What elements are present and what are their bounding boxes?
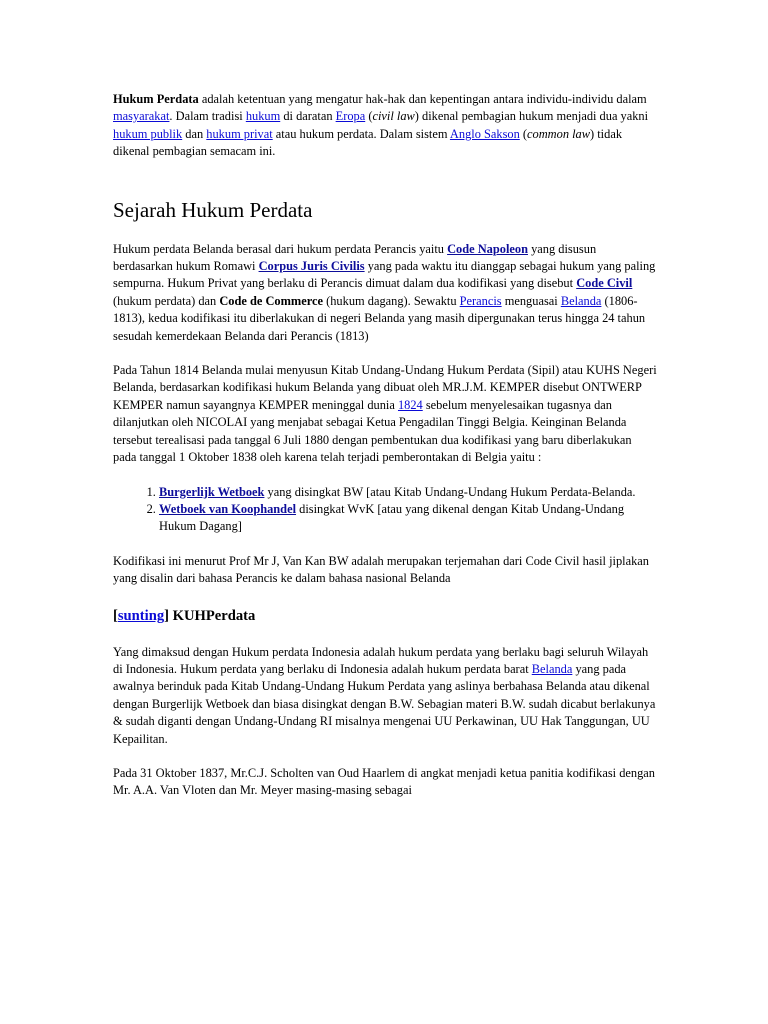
link-corpus-juris-civilis[interactable]: Corpus Juris Civilis	[258, 259, 365, 274]
article-body	[113, 91, 658, 817]
link-belanda-2[interactable]: Belanda	[531, 661, 573, 676]
link-masyarakat[interactable]: masyarakat	[113, 109, 170, 124]
edit-section-link[interactable]: sunting	[117, 607, 165, 624]
link-hukum-privat[interactable]: hukum privat	[206, 126, 273, 141]
link-burgerlijk-wetboek[interactable]: Burgerlijk Wetboek	[159, 484, 265, 499]
link-code-napoleon[interactable]: Code Napoleon	[447, 241, 528, 256]
kodifikasi-list	[113, 484, 658, 536]
link-hukum-publik[interactable]: hukum publik	[113, 126, 183, 141]
sejarah-paragraph-3: Kodifikasi ini menurut Prof Mr J, Van Kan BW adalah merupakan terjemahan dari Code Civil hasil jiplakan yang disalin dari bahasa Perancis ke dalam bahasa nasional Belanda	[113, 553, 650, 586]
link-code-civil[interactable]: Code Civil	[576, 276, 633, 291]
kuh-paragraph-2: Pada 31 Oktober 1837, Mr.C.J. Scholten van Oud Haarlem di angkat menjadi ketua panitia kodifikasi dengan Mr. A.A. Van Vloten dan Mr. Meyer masing-masing sebagai	[113, 765, 655, 798]
sejarah-paragraph-1: Hukum perdata Belanda berasal dari hukum perdata Perancis yaitu Code Napoleon yang disusun berdasarkan hukum Romawi Corpus Juris Civilis yang pada waktu itu dianggap sebagai hukum yang paling sempurna. Hukum Privat yang berlaku di Perancis dimuat dalam dua kodifikasi yang disebut Code Civil (hukum perdata) dan Code de Commerce (hukum dagang). Sewaktu Perancis menguasai Belanda (1806-1813), kedua kodifikasi itu diberlakukan di negeri Belanda yang masih dipergunakan terus hingga 24 tahun sesudah kemerdekaan Belanda dari Perancis (1813)	[113, 241, 656, 343]
civil-law-term: civil law	[372, 109, 415, 124]
heading-sejarah: Sejarah Hukum Perdata	[113, 197, 313, 222]
common-law-term: common law	[527, 126, 591, 141]
link-eropa[interactable]: Eropa	[335, 109, 366, 124]
link-wetboek-van-koophandel[interactable]: Wetboek van Koophandel	[159, 501, 297, 516]
term-hukum-perdata: Hukum Perdata	[113, 92, 199, 106]
heading-kuhperdata: [sunting] KUHPerdata	[113, 607, 256, 624]
list-item: 1. Burgerlijk Wetboek yang disingkat BW [atau Kitab Undang-Undang Hukum Perdata-Belanda.	[159, 484, 658, 501]
link-belanda[interactable]: Belanda	[560, 293, 602, 308]
link-1824[interactable]: 1824	[397, 397, 423, 412]
link-anglo-sakson[interactable]: Anglo Sakson	[449, 126, 520, 141]
sejarah-paragraph-2: Pada Tahun 1814 Belanda mulai menyusun Kitab Undang-Undang Hukum Perdata (Sipil) atau KUHS Negeri Belanda, berdasarkan kodifikasi hukum Belanda yang dibuat oleh MR.J.M. KEMPER disebut ONTWERP KEMPER namun sayangnya KEMPER meninggal dunia 1824 sebelum menyelesaikan tugasnya dan dilanjutkan oleh NICOLAI yang menjabat sebagai Ketua Pengadilan Tinggi Belgia. Keinginan Belanda tersebut terealisasi pada tanggal 6 Juli 1880 dengan pembentukan dua kodifikasi yang baru diberlakukan pada tanggal 1 Oktober 1838 oleh karena telah terjadi pemberontakan di Belgia yaitu :	[113, 363, 657, 465]
intro-paragraph: Hukum Perdata adalah ketentuan yang mengatur hak-hak dan kepentingan antara individu-individu dalam masyarakat. Dalam tradisi hukum di daratan Eropa (civil law) dikenal pembagian hukum menjadi dua yakni hukum publik dan hukum privat atau hukum perdata. Dalam sistem Anglo Sakson (common law) tidak dikenal pembagian semacam ini.	[113, 92, 649, 159]
term-code-de-commerce: Code de Commerce	[219, 293, 324, 308]
kuh-paragraph-1: Yang dimaksud dengan Hukum perdata Indonesia adalah hukum perdata yang berlaku bagi seluruh Wilayah di Indonesia. Hukum perdata yang berlaku di Indonesia adalah hukum perdata barat Belanda yang pada awalnya berinduk pada Kitab Undang-Undang Hukum Perdata yang aslinya berbahasa Belanda atau dikenal dengan Burgerlijk Wetboek dan biasa disingkat dengan B.W. Sebagian materi B.W. sudah dicabut berlakunya & sudah diganti dengan Undang-Undang RI misalnya mengenai UU Perkawinan, UU Hak Tanggungan, UU Kepailitan.	[113, 644, 656, 746]
list-item: 2. Wetboek van Koophandel disingkat WvK [atau yang dikenal dengan Kitab Undang-Undang Hukum Dagang]	[159, 501, 658, 536]
link-hukum[interactable]: hukum	[245, 109, 281, 124]
link-perancis[interactable]: Perancis	[459, 293, 502, 308]
